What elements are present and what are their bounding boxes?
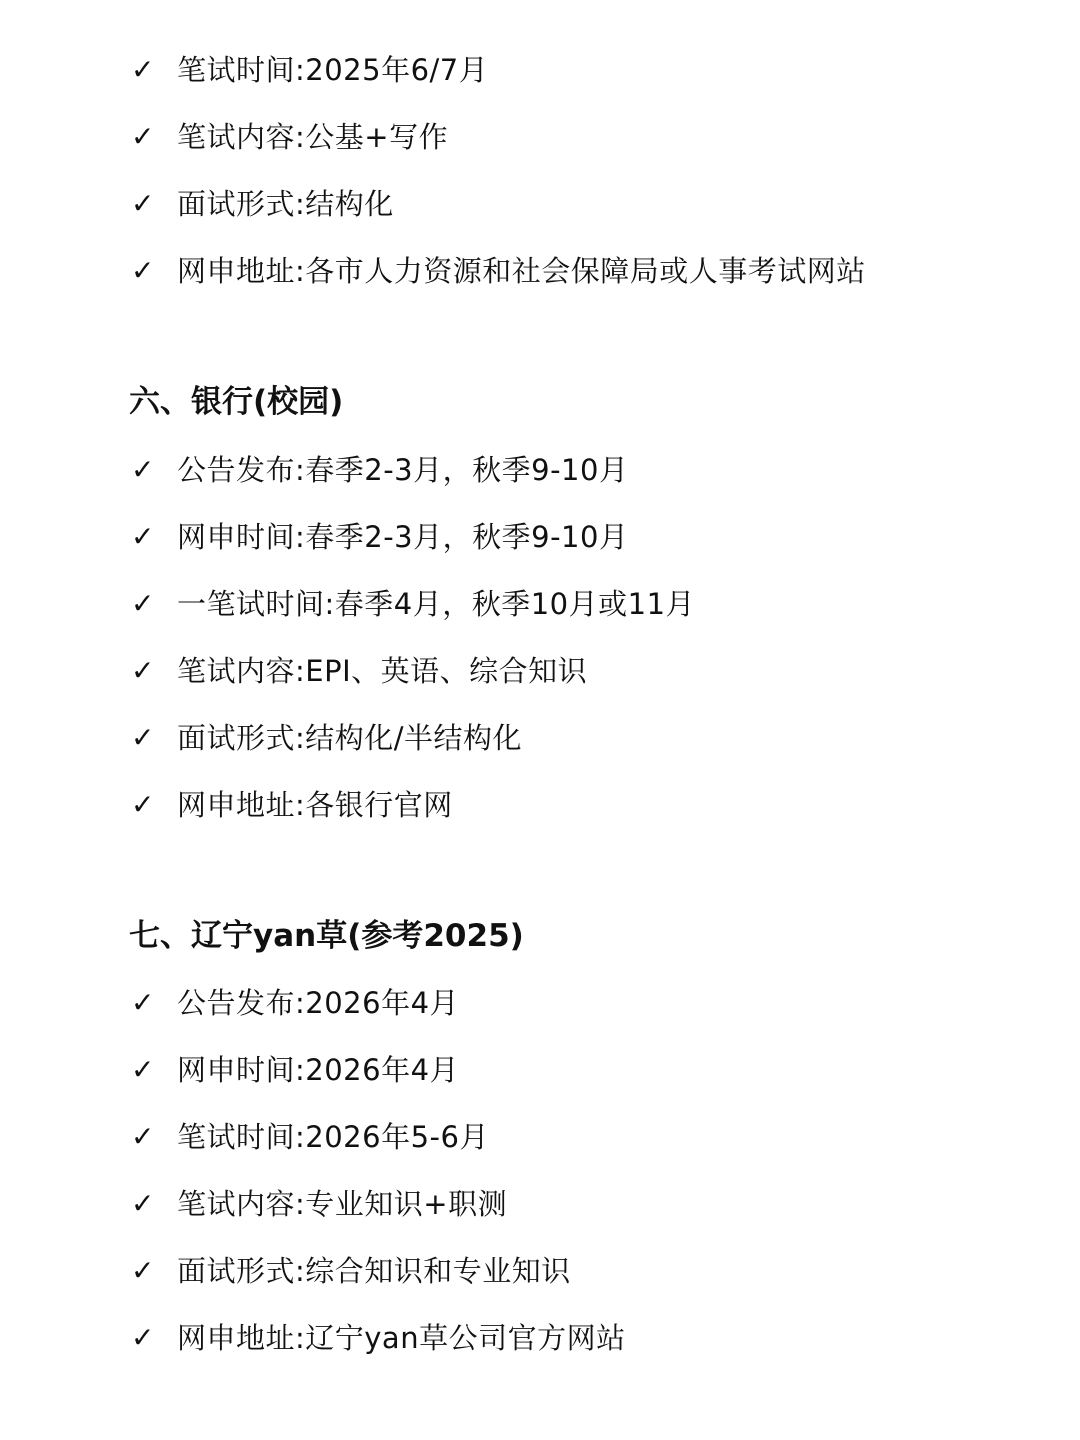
section-heading-tobacco: 七、辽宁yan草(参考2025) <box>129 918 524 954</box>
check-icon: ✓ <box>131 986 155 1019</box>
list-item-text: 面试形式:结构化 <box>177 187 394 221</box>
check-icon: ✓ <box>131 587 155 620</box>
section-heading-bank: 六、银行(校园) <box>129 384 344 420</box>
check-icon: ✓ <box>131 788 155 821</box>
check-icon: ✓ <box>131 53 155 86</box>
check-icon: ✓ <box>131 1120 155 1153</box>
check-icon: ✓ <box>131 187 155 220</box>
list-item-text: 网申时间:春季2-3月，秋季9-10月 <box>177 520 629 554</box>
list-item-text: 公告发布:2026年4月 <box>177 986 460 1020</box>
list-item-text: 笔试内容:公基+写作 <box>177 120 449 154</box>
list-item-text: 笔试时间:2025年6/7月 <box>177 53 489 87</box>
check-icon: ✓ <box>131 721 155 754</box>
check-icon: ✓ <box>131 520 155 553</box>
list-item-text: 面试形式:综合知识和专业知识 <box>177 1254 571 1288</box>
list-item-text: 网申地址:各市人力资源和社会保障局或人事考试网站 <box>177 254 866 288</box>
list-item-text: 笔试时间:2026年5-6月 <box>177 1120 489 1154</box>
list-item-text: 面试形式:结构化/半结构化 <box>177 721 523 755</box>
check-icon: ✓ <box>131 654 155 687</box>
check-icon: ✓ <box>131 1053 155 1086</box>
list-item-text: 公告发布:春季2-3月，秋季9-10月 <box>177 453 629 487</box>
list-item-text: 网申时间:2026年4月 <box>177 1053 460 1087</box>
check-icon: ✓ <box>131 120 155 153</box>
check-icon: ✓ <box>131 1321 155 1354</box>
list-item-text: 网申地址:辽宁yan草公司官方网站 <box>177 1321 626 1355</box>
list-item-text: 一笔试时间:春季4月，秋季10月或11月 <box>177 587 696 621</box>
check-icon: ✓ <box>131 453 155 486</box>
check-icon: ✓ <box>131 254 155 287</box>
check-icon: ✓ <box>131 1187 155 1220</box>
list-item-text: 网申地址:各银行官网 <box>177 788 453 822</box>
list-item-text: 笔试内容:专业知识+职测 <box>177 1187 508 1221</box>
check-icon: ✓ <box>131 1254 155 1287</box>
list-item-text: 笔试内容:EPI、英语、综合知识 <box>177 654 588 688</box>
